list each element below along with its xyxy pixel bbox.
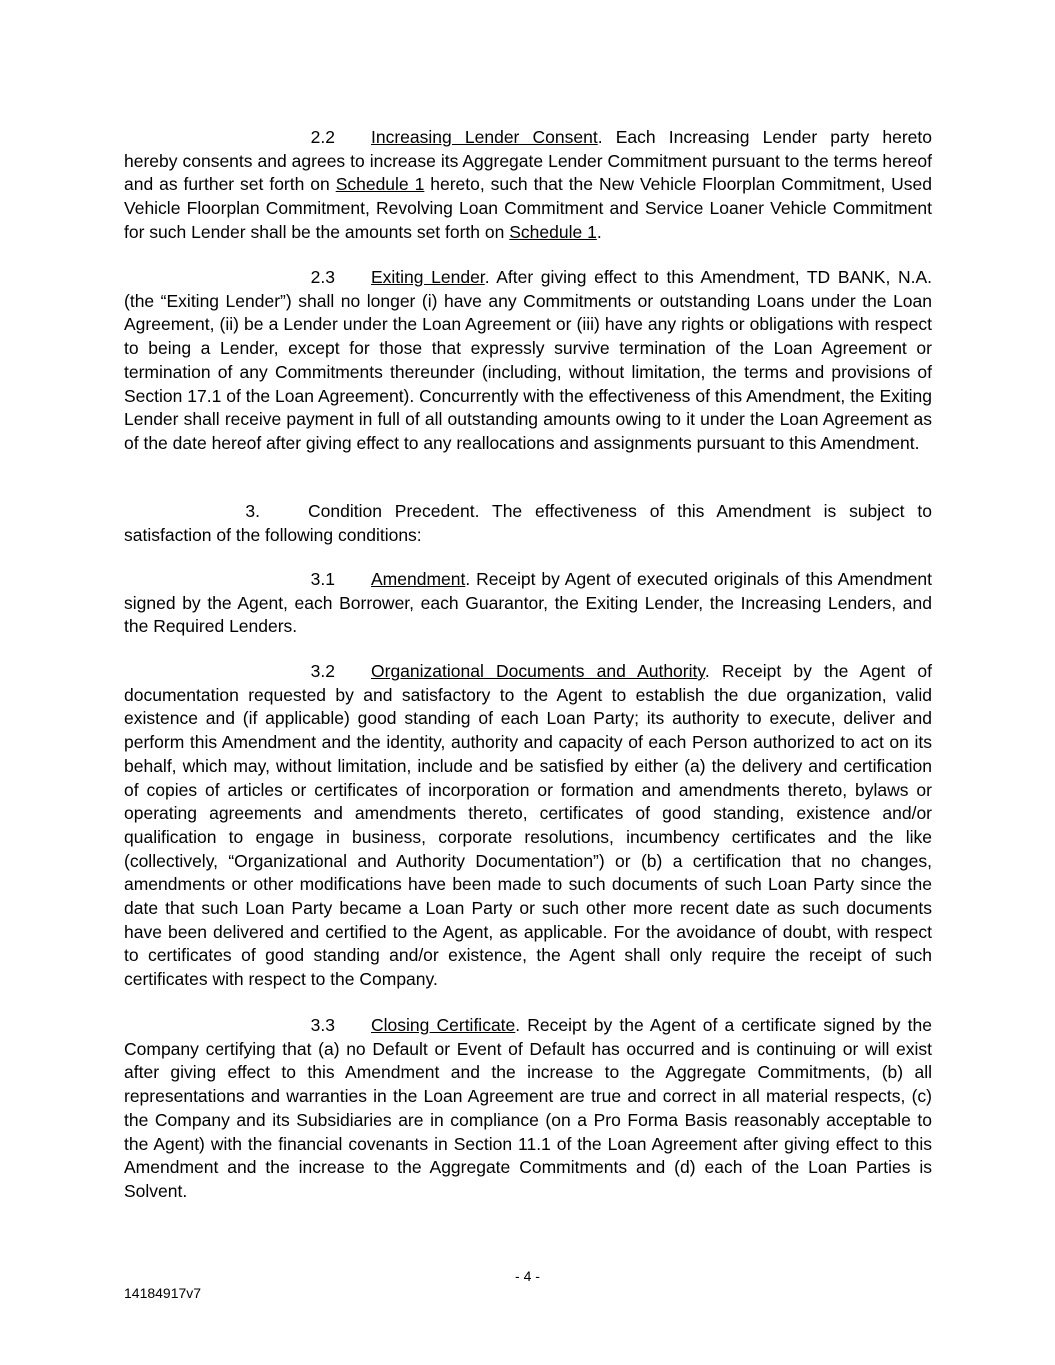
schedule-reference: Schedule 1 bbox=[335, 174, 425, 195]
section-number: 3.1 bbox=[310, 569, 335, 589]
section-heading: Organizational Documents and Authority bbox=[371, 661, 705, 681]
section-heading: Exiting Lender bbox=[371, 267, 485, 287]
section-number: 3.3 bbox=[310, 1015, 335, 1035]
section-2-3 bbox=[124, 266, 932, 456]
section-text: . After giving effect to this Amendment, TD BANK, N.A. (the “Exiting Lender”) shall no longer (i) have any Commitments or outstanding Loans under the Loan Agreement, (ii) be a Lender under the Loan Agreement or (iii) have any rights or obligations with respect to being a Lender, except for those that expressly survive termination of the Loan Agreement or termination of any Commitments thereunder (including, without limitation, the terms and provisions of Section 17.1 of the Loan Agreement). Concurrently with the effectiveness of this Amendment, the Exiting Lender shall receive payment in full of all outstanding amounts owing to it under the Loan Agreement as of the date hereof after giving effect to any reallocations and assignments pursuant to this Amendment. bbox=[124, 267, 932, 453]
section-text: . Each Increasing Lender party hereto hereby consents and agrees to increase its Aggregate Lender Commitment pursuant to the terms hereof and as further set forth on bbox=[124, 127, 932, 195]
section-number: 2.2 bbox=[310, 127, 335, 147]
section-heading: Closing Certificate bbox=[371, 1015, 516, 1035]
section-text: hereto, such that the New Vehicle Floorplan Commitment, Used Vehicle Floorplan Commitment, Revolving Loan Commitment and Service Loaner Vehicle Commitment for such Lender shall be the amounts set forth on bbox=[124, 174, 932, 242]
schedule-reference: Schedule 1 bbox=[509, 221, 597, 242]
section-heading: Amendment bbox=[371, 569, 466, 589]
section-3-2 bbox=[124, 660, 932, 992]
section-3 bbox=[124, 500, 932, 547]
section-text: . Receipt by Agent of executed originals of this Amendment signed by the Agent, each Borrower, each Guarantor, the Exiting Lender, the Increasing Lenders, and the Required Lenders. bbox=[124, 569, 932, 637]
document-id: 14184917v7 bbox=[124, 1285, 202, 1301]
section-3-1 bbox=[124, 568, 932, 639]
section-text: . bbox=[596, 221, 602, 242]
section-number: 3. bbox=[245, 501, 260, 521]
section-text: . Receipt by the Agent of a certificate signed by the Company certifying that (a) no Default or Event of Default has occurred and is continuing or will exist after giving effect to this Amendment and the increase to the Aggregate Commitments, (b) all representations and warranties in the Loan Agreement are true and correct in all material respects, (c) the Company and its Subsidiaries are in compliance (on a Pro Forma Basis reasonably acceptable to the Agent) with the financial covenants in Section 11.1 of the Loan Agreement after giving effect to this Amendment and the increase to the Aggregate Commitments and (d) each of the Loan Parties is Solvent. bbox=[124, 1015, 932, 1201]
section-2-2 bbox=[124, 126, 932, 245]
section-number: 2.3 bbox=[310, 267, 335, 287]
section-3-3 bbox=[124, 1014, 932, 1204]
section-heading: Condition Precedent bbox=[308, 501, 475, 521]
section-heading: Increasing Lender Consent bbox=[371, 127, 598, 147]
section-text: . Receipt by the Agent of documentation requested by and satisfactory to the Agent to establish the due organization, valid existence and (if applicable) good standing of each Loan Party; its authority to execute, deliver and perform this Amendment and the identity, authority and capacity of each Person authorized to act on its behalf, which may, without limitation, include and be satisfied by either (a) the delivery and certification of copies of articles or certificates of incorporation or formation and amendments thereto, bylaws or operating agreements and amendments thereto, certificates of good standing, existence and/or qualification to engage in business, corporate resolutions, incumbency certificates and the like (collectively, “Organizational and Authority Documentation”) or (b) a certification that no changes, amendments or other modifications have been made to such documents of such Loan Party since the date that such Loan Party became a Loan Party or such other more recent date as such documents have been delivered and certified to the Agent, as applicable. For the avoidance of doubt, with respect to certificates of good standing and/or existence, the Agent shall only require the receipt of such certificates with respect to the Company. bbox=[124, 661, 932, 990]
page-number: - 4 - bbox=[515, 1268, 540, 1284]
section-text: . The effectiveness of this Amendment is subject to satisfaction of the following conditions: bbox=[124, 501, 932, 545]
section-number: 3.2 bbox=[310, 661, 335, 681]
